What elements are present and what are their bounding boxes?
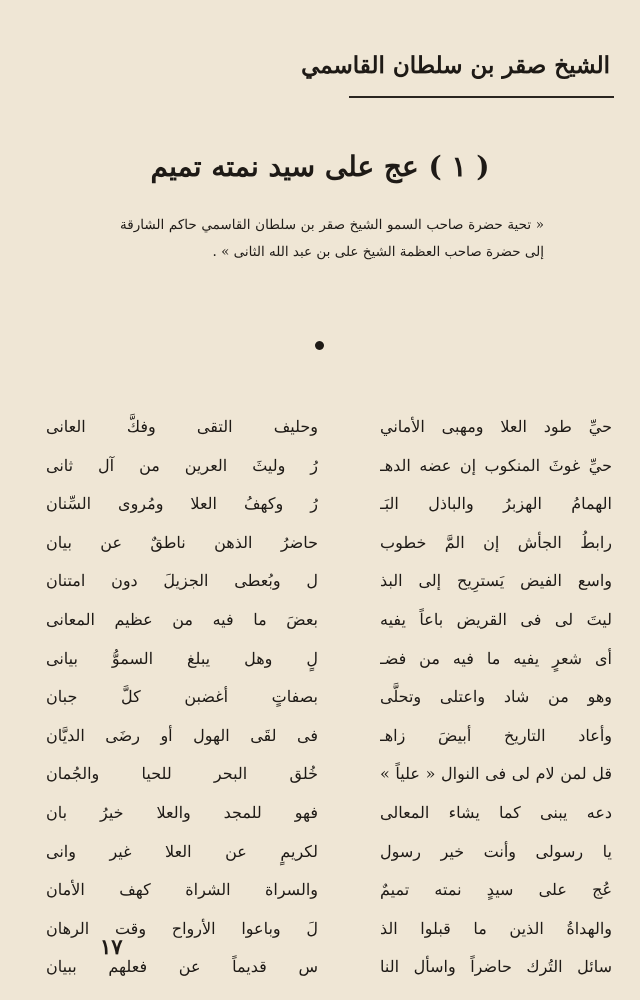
verse-hemistich-left: لَ وباعوا الأرواح وقت الرهان (46, 918, 318, 938)
verse-hemistich-right: حيِّ غوثَ المنكوب إن عضه الدهـ (380, 455, 612, 475)
verse-hemistich-left: خُلق البحر للحيا والجُمان (46, 764, 318, 784)
poem-title: ( ١ ) عج على سيد نمته تميم (150, 150, 490, 183)
verse-hemistich-left: فهو للمجد والعلا خيرُ بان (46, 802, 318, 822)
verse-hemistich-right: والهداةُ الذين ما قبلوا الذ (380, 918, 612, 938)
verse-column-right (380, 408, 612, 987)
verse-hemistich-left: لكريمٍ عن العلا غير وانى (46, 841, 318, 861)
verse-hemistich-right: سائل التُرك حاضراً واسأل النا (380, 957, 612, 977)
verse-hemistich-right: واسع الفيض يَسترِيح إلى البذ (380, 571, 612, 591)
page-number: ١٧ (100, 934, 123, 959)
verse-hemistich-left: بعضَ ما فيه من عظيم المعانى (46, 609, 318, 629)
running-head: الشيخ صقر بن سلطان القاسمي (301, 52, 610, 79)
verse-hemistich-left: حاضرُ الذهن ناطقٌ عن بيان (46, 532, 318, 552)
intro-note: « تحية حضرة صاحب السمو الشيخ صقر بن سلطان القاسمي حاكم الشارقة إلى حضرة صاحب العظمة الشيخ على بن عبد الله الثانى » . (120, 217, 544, 260)
verse-hemistich-left: ل وبُعطى الجزيلَ دون امتنان (46, 571, 318, 591)
verse-hemistich-right: حيِّ طود العلا ومهبى الأماني (380, 417, 612, 436)
verse-hemistich-right: رابطُ الجأش إن المَّ خطوب (380, 532, 612, 552)
separator-dot (315, 341, 324, 350)
verse-hemistich-left: فى لقَى الهول أو رضَى الديَّان (46, 725, 318, 745)
verse-hemistich-right: عُج على سيدٍ نمته تميمٌ (380, 880, 612, 900)
verse-hemistich-right: ليتَ لى فى القريض باعاً يفيه (380, 609, 612, 629)
verse-hemistich-right: أى شعرٍ يفيه ما فيه من فضـ (380, 648, 612, 668)
verse-hemistich-left: لٍ وهل يبلغ السموُّ بيانى (46, 648, 318, 668)
verse-hemistich-right: وأعاد التاريخ أبيضَ زاهـ (380, 725, 612, 745)
verse-hemistich-right: يا رسولى وأنت خير رسول (380, 841, 612, 861)
header-rule (349, 96, 614, 98)
verse-hemistich-left: رُ وليثَ العرين من آل ثانى (46, 455, 318, 475)
verse-hemistich-right: وهو من شاد واعتلى وتحلَّى (380, 687, 612, 707)
verse-column-left (46, 408, 318, 987)
verse-hemistich-right: قل لمن لام لى فى النوال « علياً » (380, 764, 612, 784)
verse-hemistich-left: وحليف التقى وفكَّ العانى (46, 417, 318, 436)
verse-hemistich-left: رُ وكهفُ العلا ومُروى السِّنان (46, 494, 318, 514)
verse-hemistich-left: والسراة الشراة كهف الأمان (46, 880, 318, 900)
verse-hemistich-left: بصفاتٍ أغضبن كلَّ جبان (46, 687, 318, 707)
verse-hemistich-left: س قديماً عن فعلهم ببيان (46, 957, 318, 977)
verse-hemistich-right: دعه يبنى كما يشاء المعالى (380, 802, 612, 822)
verse-hemistich-right: الهمامُ الهزبرُ والباذل البَـ (380, 494, 612, 514)
